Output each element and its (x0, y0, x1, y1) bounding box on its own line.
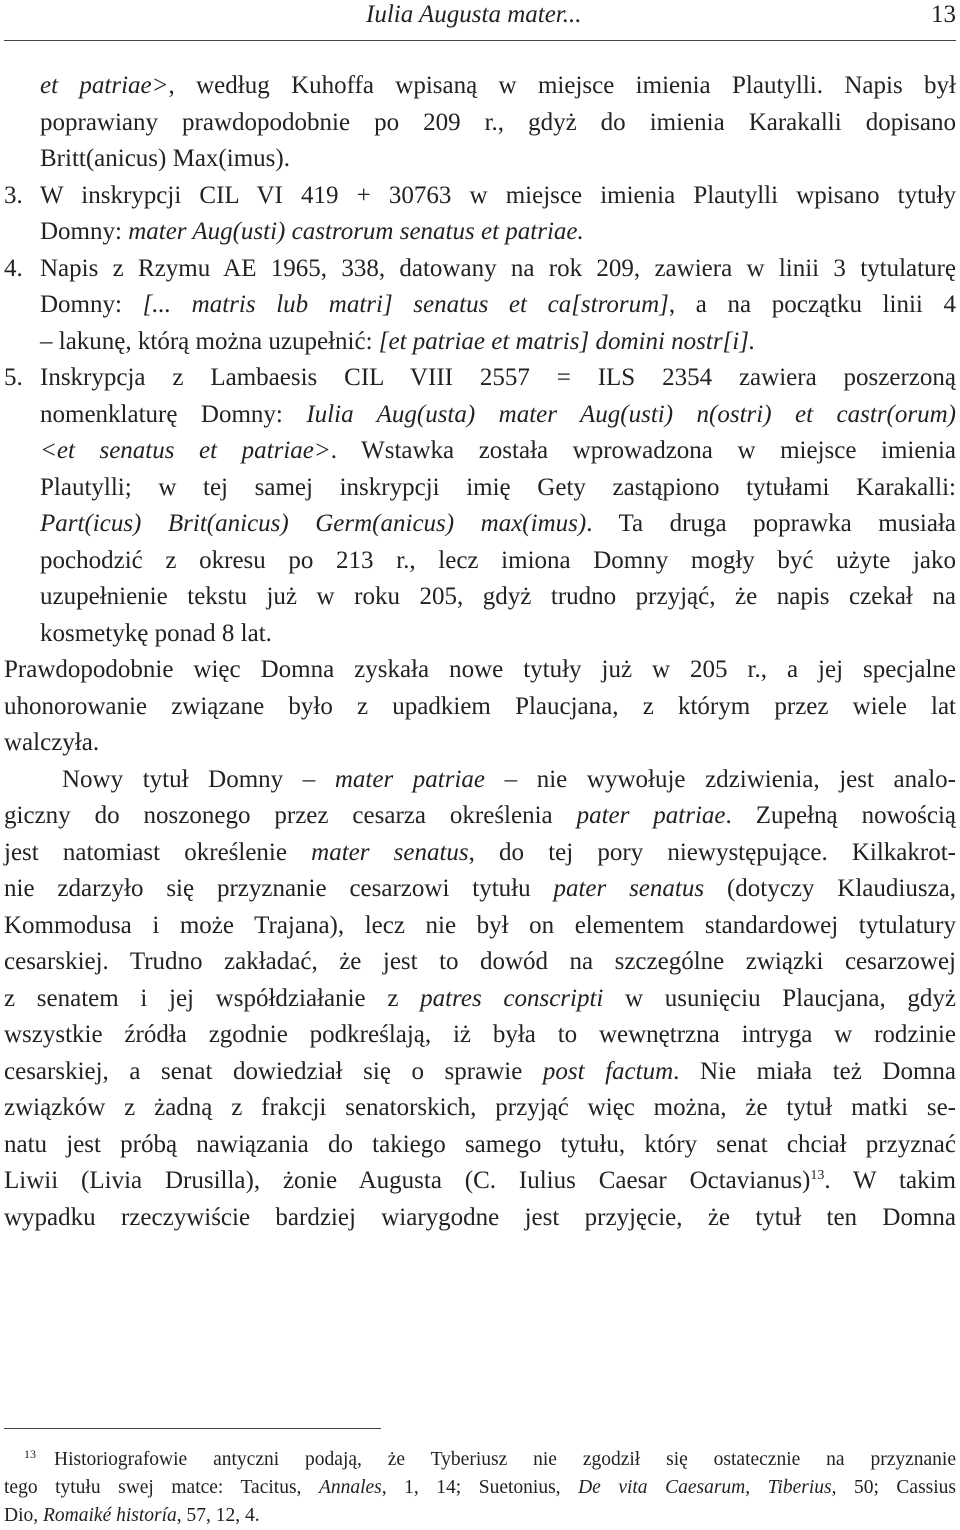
footnote (4, 1446, 956, 1530)
latin-phrase: pater senatus (553, 875, 705, 902)
list-number: 4. (4, 254, 23, 282)
list-item-5-line-2 (4, 397, 956, 434)
list-item-3-line-1 (4, 178, 956, 215)
latin-phrase: et patriae> (40, 72, 169, 99)
paragraph-2-line-7 (4, 981, 956, 1018)
work-title: Tiberius (767, 1477, 832, 1498)
text-run: (dotyczy Klaudiusza, (704, 875, 956, 902)
paragraph-2-line-5: Kommodusa i może Trajana), lecz nie był on elementem standardowej tytulatury (4, 911, 956, 939)
list-item-5-line-4: Plautylli; w tej samej inskrypcji imię Gety zastąpiono tytułami Karakalli: (40, 473, 956, 501)
text-run: . Nie miała też Domna (673, 1057, 956, 1085)
list-item-2-line-3: Britt(anicus) Max(imus). (40, 145, 290, 172)
list-number: 5. (4, 364, 23, 391)
text-run: z senatem i jej współdziałanie z (4, 984, 421, 1012)
text-run: . Wstawka została wprowadzona w miejsce imienia (330, 437, 956, 464)
work-title: De vita Caesarum (578, 1477, 746, 1498)
text-run: , 1, 14; Suetonius, (381, 1477, 579, 1498)
paragraph-2-line-6: cesarskiej. Trudno zakładać, że jest to dowód na szczególne związki cesarzowej (4, 948, 956, 975)
footnote-reference[interactable]: 13 (810, 1168, 825, 1183)
text-run: Liwii (Livia Drusilla), żonie Augusta (C. Iulius Caesar Octavianus) (4, 1167, 811, 1194)
footnote-rule (4, 1428, 381, 1429)
list-item-5-line-6: pochodzić z okresu po 213 r., lecz imiona Domny mogły być użyte jako (40, 546, 956, 574)
latin-phrase: Part(icus) Brit(anicus) Germ(anicus) max(imus) (40, 510, 587, 537)
paragraph-1-line-2: uhonorowanie związane było z upadkiem Plaucjana, z którym przez wiele lat (4, 692, 956, 720)
footnote-number: 13 (24, 1447, 36, 1461)
list-item-2-line-2: poprawiany prawdopodobnie po 209 r., gdyż do imienia Karakalli dopisano (40, 108, 956, 136)
work-title: Romaiké historía (43, 1505, 177, 1526)
text-run: . Zupełną nowością (725, 802, 956, 829)
text-run: – nie wywołuje zdziwienia, jest analo- (485, 765, 956, 793)
text-run: tego tytułu swej matce: Tacitus, (4, 1477, 319, 1498)
text-run: – lakunę, którą można uzupełnić: (40, 327, 379, 355)
text-run: . W takim (824, 1167, 956, 1194)
latin-phrase: patres conscripti (420, 984, 604, 1012)
text-run: , do tej pory niewystępujące. Kilkakrot- (468, 838, 957, 866)
list-item-5-line-5 (4, 506, 956, 543)
paragraph-2-line-13: wypadku rzeczywiście bardziej wiarygodne jest przyjęcie, że tytuł ten Domna (4, 1203, 956, 1231)
list-item-3-line-2 (4, 214, 956, 251)
text-run: Napis z Rzymu AE 1965, 338, datowany na rok 209, zawiera w linii 3 tytulaturę (40, 254, 956, 282)
text-run: , (745, 1477, 768, 1498)
paragraph-2-line-2 (4, 798, 956, 835)
list-item-5-line-1 (4, 360, 956, 397)
text-run: nie zdarzyło się przyznanie cesarzowi tytułu (4, 875, 554, 902)
text-run: Historiografowie antyczni podają, że Tyberiusz nie zgodził się ostatecznie na przyznanie (54, 1449, 956, 1470)
list-item-4-line-2 (4, 287, 956, 324)
paragraph-2-line-4 (4, 871, 956, 908)
latin-phrase: mater patriae (334, 765, 486, 793)
latin-phrase: Iulia Aug(usta) mater Aug(usti) n(ostri) et castr(orum) (306, 400, 956, 428)
paragraph-2-line-8: wszystkie źródła zgodnie podkreślają, iż była to wewnętrzna intryga w rodzinie (4, 1021, 956, 1048)
header-rule (4, 40, 956, 41)
text-run: , 50; Cassius (831, 1477, 957, 1498)
latin-phrase: mater Aug(usti) castrorum senatus et patriae. (128, 218, 584, 245)
work-title: Annales (318, 1477, 382, 1498)
paragraph-2-line-1 (4, 762, 956, 799)
text-run: jest natomiast określenie (4, 838, 312, 866)
running-header (0, 0, 960, 36)
footnote-line-1 (4, 1446, 956, 1474)
list-number: 3. (4, 181, 23, 209)
page-number: 13 (931, 1, 956, 28)
paragraph-2-line-3 (4, 835, 956, 872)
text-run: w usunięciu Plaucjana, gdyż (603, 984, 956, 1012)
latin-phrase: mater senatus (311, 838, 469, 866)
paragraph-2-line-12 (4, 1163, 956, 1200)
paragraph-2-line-11: natu jest próbą nawiązania do takiego samego tytułu, który senat chciał przyznać (4, 1130, 956, 1158)
text-run: . Ta druga poprawka musiała (586, 510, 957, 537)
latin-phrase: <et senatus et patriae> (40, 437, 331, 464)
text-run: nomenklaturę Domny: (40, 400, 307, 428)
text-run: Domny: (40, 291, 143, 318)
list-item-4-line-1 (4, 251, 956, 288)
main-text (4, 68, 956, 1236)
list-item-5-line-3 (4, 433, 956, 470)
latin-phrase: post factum (542, 1057, 674, 1085)
text-run: cesarskiej, a senat dowiedział się o sprawie (4, 1057, 543, 1085)
text-run: , według Kuhoffa wpisaną w miejsce imienia Plautylli. Napis był (168, 72, 956, 99)
text-run: , a na początku linii 4 (668, 291, 957, 318)
list-item-5-line-8: kosmetykę ponad 8 lat. (40, 619, 272, 647)
paragraph-1-line-3: walczyła. (4, 729, 100, 756)
footnote-line-3 (4, 1502, 956, 1530)
paragraph-2-line-10: związków z żadną z frakcji senatorskich, przyjąć więc można, że tytuł matki se- (4, 1094, 956, 1121)
text-run: Domny: (40, 218, 129, 245)
text-run: giczny do noszonego przez cesarza określenia (4, 802, 577, 829)
footnote-line-2 (4, 1474, 956, 1502)
text-run: , 57, 12, 4. (176, 1505, 260, 1526)
paragraph-2-line-9 (4, 1054, 956, 1091)
text-run: Nowy tytuł Domny – (62, 765, 335, 793)
text-run: Dio, (4, 1505, 43, 1526)
text-run: W inskrypcji CIL VI 419 + 30763 w miejsce imienia Plautylli wpisano tytuły (40, 181, 956, 209)
list-item-5-line-7: uzupełnienie tekstu już w roku 205, gdyż trudno przyjąć, że napis czekał na (40, 583, 956, 610)
list-item-2-line-1 (4, 68, 956, 105)
running-title: Iulia Augusta mater... (366, 1, 582, 28)
paragraph-1-line-1: Prawdopodobnie więc Domna zyskała nowe tytuły już w 205 r., a jej specjalne (4, 656, 956, 683)
latin-phrase: pater patriae (576, 802, 726, 829)
latin-phrase: [... matris lub matri] senatus et ca[strorum] (142, 291, 669, 318)
text-run: Inskrypcja z Lambaesis CIL VIII 2557 = ILS 2354 zawiera poszerzoną (40, 364, 956, 391)
latin-phrase: [et patriae et matris] domini nostr[i]. (378, 327, 756, 355)
list-item-4-line-3 (4, 324, 956, 361)
